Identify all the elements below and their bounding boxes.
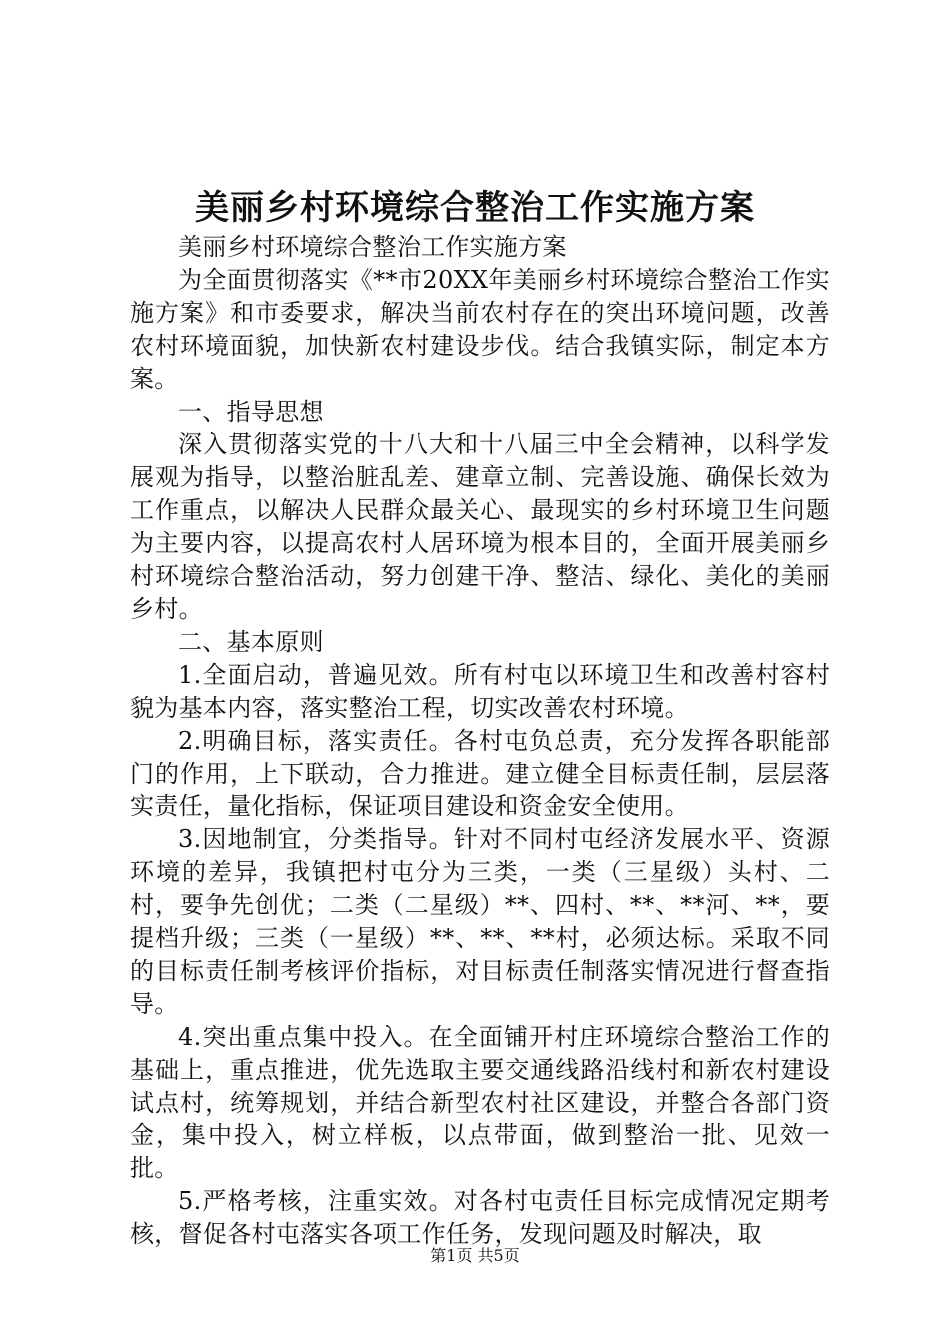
paragraph-principle-4: 4.突出重点集中投入。在全面铺开村庄环境综合整治工作的基础上，重点推进，优先选取主要交通线路沿线村和新农村建设试点村，统筹规划，并结合新型农村社区建设，并整合各部门资金，集中投入，树立样板，以点带面，做到整治一批、见效一批。 [130, 1022, 830, 1183]
paragraph-intro: 为全面贯彻落实《**市20XX年美丽乡村环境综合整治工作实施方案》和市委要求，解决当前农村存在的突出环境问题，改善农村环境面貌，加快新农村建设步伐。结合我镇实际，制定本方案。 [130, 265, 830, 393]
paragraph-subtitle: 美丽乡村环境综合整治工作实施方案 [178, 233, 567, 261]
paragraph-principle-5: 5.严格考核，注重实效。对各村屯责任目标完成情况定期考核，督促各村屯落实各项工作任务，发现问题及时解决，取 [130, 1187, 830, 1249]
paragraph-guiding-thought: 深入贯彻落实党的十八大和十八届三中全会精神，以科学发展观为指导，以整治脏乱差、建章立制、完善设施、确保长效为工作重点，以解决人民群众最关心、最现实的乡村环境卫生问题为主要内容，以提高农村人居环境为根本目的，全面开展美丽乡村环境综合整治活动，努力创建干净、整洁、绿化、美化的美丽乡村。 [130, 430, 830, 623]
section-heading-guiding-thought: 一、指导思想 [178, 397, 324, 426]
document-title: 美丽乡村环境综合整治工作实施方案 [195, 188, 755, 228]
document-body [130, 231, 830, 1251]
section-heading-basic-principles: 二、基本原则 [178, 627, 324, 656]
paragraph-principle-2: 2.明确目标，落实责任。各村屯负总责，充分发挥各职能部门的作用，上下联动，合力推进。建立健全目标责任制，层层落实责任，量化指标，保证项目建设和资金安全使用。 [130, 726, 830, 821]
paragraph-principle-3: 3.因地制宜，分类指导。针对不同村屯经济发展水平、资源环境的差异，我镇把村屯分为三类，一类（三星级）头村、二村，要争先创优；二类（二星级）**、四村、**、**河、**，要提档升级；三类（一星级）**、**、**村，必须达标。采取不同的目标责任制考核评价指标，对目标责任制落实情况进行督查指导。 [130, 825, 830, 1018]
page-footer: 第1页 共5页 [430, 1246, 520, 1265]
paragraph-principle-1: 1.全面启动，普遍见效。所有村屯以环境卫生和改善村容村貌为基本内容，落实整治工程，切实改善农村环境。 [130, 660, 830, 722]
